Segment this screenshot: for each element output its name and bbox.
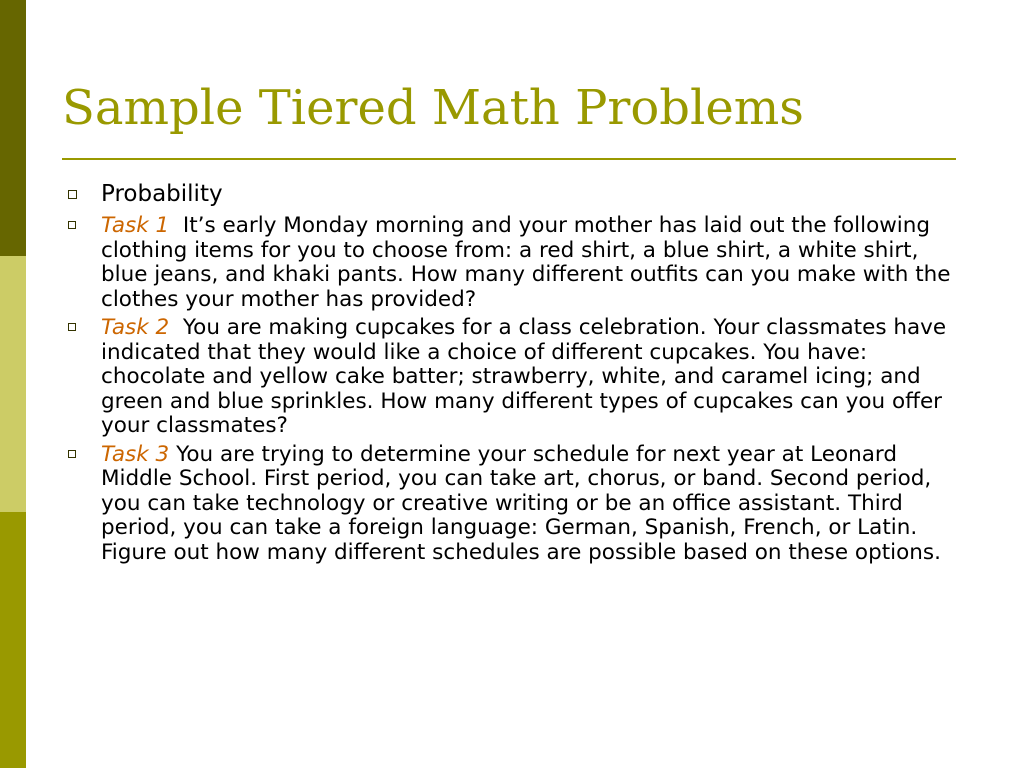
task-label: Task 2 <box>101 315 170 340</box>
bullet-task-3 <box>62 443 962 566</box>
task-text: It’s early Monday morning and your mother has laid out the following clothing items for you to choose from: a red shirt, a blue shirt, a white shirt, blue jeans, and khaki pants. How many different outfits can you make with the clothes your mother has provided? <box>101 213 951 312</box>
slide-title: Sample Tiered Math Problems <box>62 80 804 136</box>
task-label: Task 3 <box>101 441 170 467</box>
square-bullet-icon <box>68 450 76 458</box>
left-band-dark <box>0 0 26 256</box>
task-text: You are trying to determine your schedule for next year at Leonard Middle School. First period, you can take art, chorus, or band. Second period, you can take technology or creative writing or be an office assistant. Third period, you can take a foreign language: German, Spanish, French, or Latin. Figure out how many different schedules are possible based on these options. <box>101 441 941 565</box>
task-label: Task 1 <box>101 213 170 238</box>
title-divider <box>62 158 956 160</box>
task-text: You are making cupcakes for a class celebration. Your classmates have indicated that they would like a choice of different cupcakes. You have: chocolate and yellow cake batter; strawberry, white, and caramel icing; and green and blue sprinkles. How many different types of cupcakes can you offer your classmates? <box>101 315 947 438</box>
square-bullet-icon <box>68 190 77 199</box>
topic-text: Probability <box>101 181 223 207</box>
bullet-task-2 <box>62 316 962 439</box>
slide-body <box>62 180 962 569</box>
left-band-olive <box>0 512 26 768</box>
bullet-topic <box>62 180 962 208</box>
left-band-light <box>0 256 26 512</box>
square-bullet-icon <box>68 221 76 229</box>
square-bullet-icon <box>68 323 76 331</box>
bullet-task-1 <box>62 214 962 312</box>
